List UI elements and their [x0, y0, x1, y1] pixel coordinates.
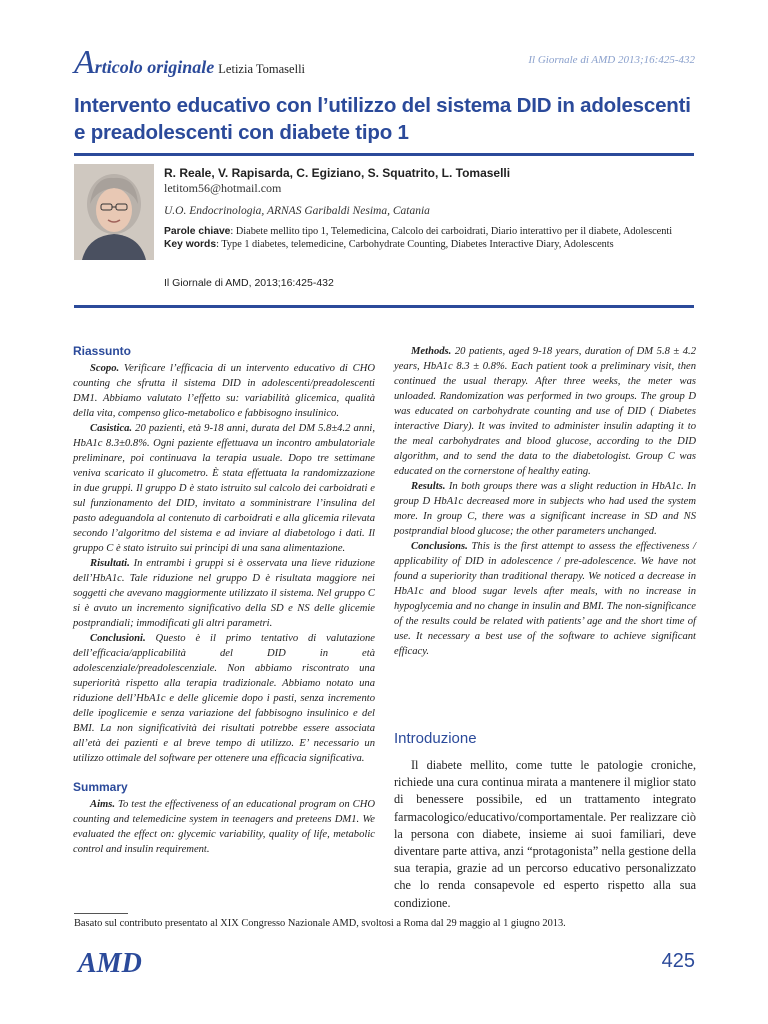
contact-email[interactable]: letitom56@hotmail.com — [164, 181, 282, 195]
keywords-it-label: Parole chiave — [164, 226, 231, 237]
conclusioni-label: Conclusioni. — [90, 633, 146, 644]
introduzione-body — [394, 757, 696, 912]
author-portrait — [74, 164, 154, 260]
keywords-it-text: : Diabete mellito tipo 1, Telemedicina, Calcolo dei carboidrati, Diario interattivo per il diabete, Adolescenti — [230, 226, 673, 237]
risultati-text: In entrambi i gruppi si è osservata una lieve riduzione dell’HbA1c. Tale riduzione nel gruppo D è risultata maggiore nei soggetti che avevano maggiormente utilizzato il sistema. Nel gruppo C si è avuto un incremento significativo della SD e NS delle glicemie postprandiali; immodificati gli altri parametri. — [73, 558, 375, 629]
casistica-paragraph — [73, 421, 375, 556]
article-title — [74, 92, 694, 146]
methods-paragraph — [394, 344, 696, 479]
header-divider — [74, 305, 694, 308]
introduzione-heading: Introduzione — [394, 730, 477, 747]
portrait-image — [74, 164, 154, 260]
conclusions-text: This is the first attempt to assess the effectiveness / applicability of DID in adolescence / pre-adolescence. We have not found a superiority than traditional therapy. We noticed a decrease in HbA1c and blood sugar levels after meals, with no increase in hypoglycemia and no change in insulin and BMI. The non-significance of the results could be related with patients’ age and the short time of use. It necessary a best use of the software to achieve significant efficacy. — [394, 541, 696, 657]
section-label: rticolo originale — [94, 57, 215, 77]
title-line-1: Intervento educativo con l’utilizzo del sistema DID in adolescenti — [74, 94, 691, 117]
keywords-en — [164, 239, 694, 252]
amd-logo-graphic — [74, 946, 170, 994]
page-number: 425 — [661, 950, 695, 972]
section-header — [74, 44, 305, 82]
scopo-paragraph — [73, 361, 375, 421]
keywords-it — [164, 226, 694, 239]
scopo-label: Scopo. — [90, 363, 120, 374]
conclusioni-text: Questo è il primo tentativo di valutazione dell’efficacia/applicabilità del DID in età adolescenziale/preadolescenziale. Non abbiamo riscontrato una superiorità rispetto alla terapia tradizionale. Abbiamo notato una riduzione dell’HbA1c e delle glicemie dopo i pasti, senza incremento delle ipoglicemie e senza variazione del fabbisogno insulinico e del BMI. La non significatività dei risultati potrebbe essere associata all’età dei pazienti e al breve tempo di utilizzo. E’ necessario un utilizzo ottimale del software per ottenere una efficacia significativa. — [73, 633, 375, 764]
results-paragraph — [394, 479, 696, 539]
scopo-text: Verificare l’efficacia di un intervento educativo di CHO counting che sfrutta il sistema DID in adolescenti/preadolescenti DM1. Abbiamo valutato l’effetto su: variabilità glicemica, qualità della vita, compenso glico-metabolico e fabbisogno insulinico. — [73, 363, 375, 419]
riassunto-heading: Riassunto — [73, 344, 132, 358]
results-text: In both groups there was a slight reduction in HbA1c. In group D HbA1c decreased more in subjects who had used the system more. In group C, there was a significant increase in SD and NS postprandial blood glucose; the other parameters unchanged. — [394, 481, 696, 537]
citation: Il Giornale di AMD, 2013;16:425-432 — [164, 277, 334, 289]
footnote: Basato sul contributo presentato al XIX Congresso Nazionale AMD, svoltosi a Roma dal 29 maggio al 1 giugno 2013. — [74, 918, 566, 929]
left-column — [73, 344, 375, 857]
amd-logo — [74, 946, 170, 999]
aims-text: To test the effectiveness of an educational program on CHO counting and telemedicine system in teenagers and preteens DM1. We evaluated the effect on: glycemic variability, quality of life, metabolic control and insulin requirement. — [73, 799, 375, 855]
title-divider — [74, 153, 694, 156]
risultati-label: Risultati. — [90, 558, 130, 569]
casistica-label: Casistica. — [90, 423, 133, 434]
journal-reference: Il Giornale di AMD 2013;16:425-432 — [528, 54, 695, 66]
results-label: Results. — [411, 481, 446, 492]
conclusions-label: Conclusions. — [411, 541, 468, 552]
risultati-paragraph — [73, 556, 375, 631]
conclusioni-paragraph — [73, 631, 375, 766]
methods-text: 20 patients, aged 9-18 years, duration of DM 5.8 ± 4.2 years, HbA1c 8.3 ± 0.8%. Each patient took a preliminary visit, then continued the usual therapy. After three weeks, the meter was unloaded. Randomization was performed in two groups. The group D was educated on carbohydrate counting and use of DID ( Diabetes interactive Diary). It was invited to administer insulin adapting it to the meal carbohydrates and blood glucose, according to the DID algorithm, and to send the data to the diabetologist. Group C was educated on the cornerstone of healthy eating. — [394, 346, 696, 477]
methods-label: Methods. — [411, 346, 452, 357]
aims-paragraph — [73, 797, 375, 857]
affiliation: U.O. Endocrinologia, ARNAS Garibaldi Nesima, Catania — [164, 205, 430, 217]
summary-heading: Summary — [73, 780, 128, 794]
right-column — [394, 344, 696, 659]
title-line-2: e preadolescenti con diabete tipo 1 — [74, 121, 409, 144]
introduzione-paragraph: Il diabete mellito, come tutte le patologie croniche, richiede una cura continua mirata a mantenere il miglior stato di benessere possibile, ed un trattamento integrato farmacologico/educativo/comportamentale. Per realizzare ciò la persona con diabete, insieme ai suoi familiari, deve diventare parte attiva, anzi “protagonista” nella gestione della sua terapia, grazie ad un percorso educativo personalizzato che lo renda consapevole ed esperto rispetto alla sua condizione. — [394, 758, 696, 910]
keywords-block — [164, 226, 694, 251]
keywords-en-label: Key words — [164, 238, 217, 250]
header-author: Letizia Tomaselli — [218, 62, 306, 76]
section-initial: A — [74, 44, 95, 81]
conclusions-paragraph — [394, 539, 696, 659]
keywords-en-text: : Type 1 diabetes, telemedicine, Carbohydrate Counting, Diabetes Interactive Diary, Adolescents — [216, 238, 614, 250]
footnote-rule — [74, 913, 128, 914]
author-list: R. Reale, V. Rapisarda, C. Egiziano, S. Squatrito, L. Tomaselli — [164, 166, 511, 180]
amd-logo-text: AMD — [78, 948, 142, 979]
aims-label: Aims. — [90, 799, 116, 810]
casistica-text: 20 pazienti, età 9-18 anni, durata del DM 5.8±4.2 anni, HbA1c 8.3±0.8%. Ogni paziente effettuava un incontro ambulatoriale preliminare, poi continuava la terapia usuale. Dopo tre settimane veniva scaricato il glucometro. È stata effettuata la randomizzazione in due gruppi. Il gruppo D è stato istruito sul calcolo dei carboidrati e sul funzionamento del DID, invitato a somministrare l’insulina del pasto adeguandola al contenuto di carboidrati e alla glicemia rilevata secondo l’algoritmo del sistema e ad inviare al diabetologo i dati. Il gruppo C è stato istruito sui principi di una sana alimentazione. — [73, 423, 375, 554]
